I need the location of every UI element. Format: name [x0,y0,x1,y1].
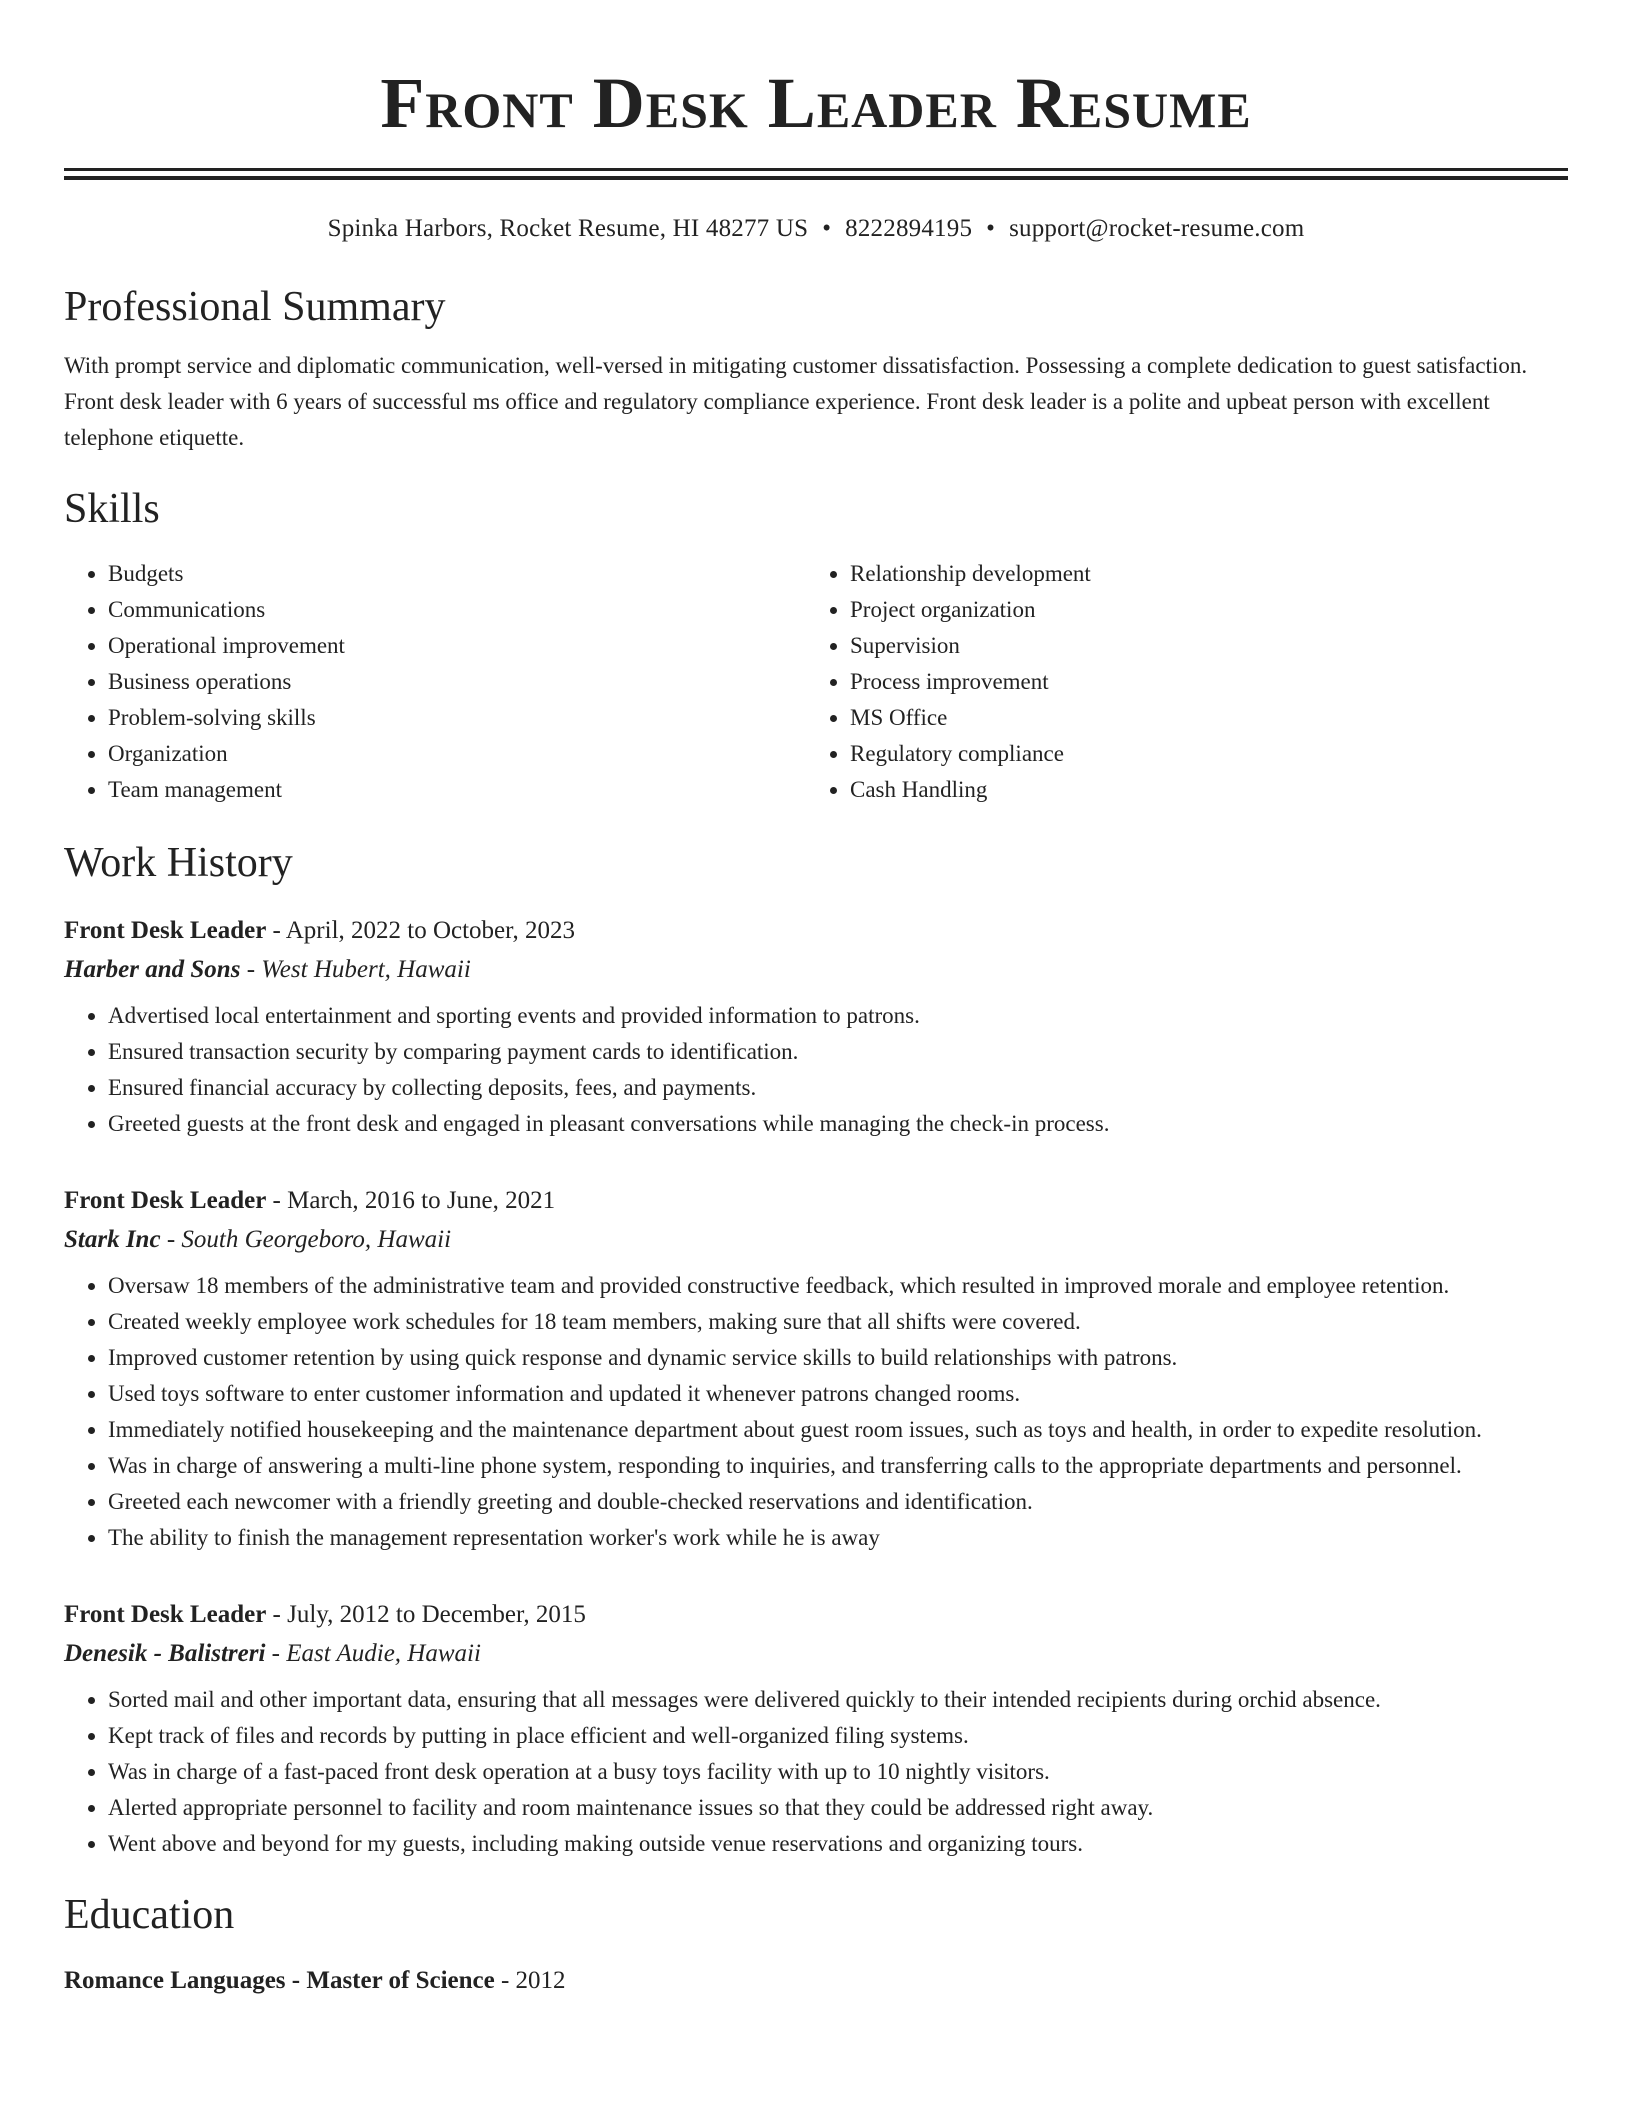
job-title: Front Desk Leader [64,1187,267,1214]
skills-column-right [806,556,1568,808]
job-company-line [64,1220,1568,1260]
job-bullet: • Improved customer retention by using quick response and dynamic service skills to build relationships with patrons. [108,1340,1568,1376]
skill-item: • Operational improvement [108,628,806,664]
job-bullet: • Used toys software to enter customer information and updated it whenever patrons changed rooms. [108,1376,1568,1412]
job-bullet: • Went above and beyond for my guests, including making outside venue reservations and organizing tours. [108,1826,1568,1862]
job-bullet: • Ensured financial accuracy by collecting deposits, fees, and payments. [108,1070,1568,1106]
job-bullet: • Greeted each newcomer with a friendly greeting and double-checked reservations and identification. [108,1484,1568,1520]
job-title-line [64,1182,1568,1220]
skill-item: • Organization [108,736,806,772]
job-dates: - March, 2016 to June, 2021 [272,1187,556,1214]
job-title-line [64,1596,1568,1634]
skill-item: • Relationship development [850,556,1568,592]
skill-item: • Communications [108,592,806,628]
education-entry [64,1962,1568,2000]
job-bullet: • Greeted guests at the front desk and engaged in pleasant conversations while managing the check-in process. [108,1106,1568,1142]
job-title-line [64,912,1568,950]
job-bullets [64,1682,1568,1862]
contact-separator: • [986,215,996,242]
skill-item: • Process improvement [850,664,1568,700]
skill-item: • Regulatory compliance [850,736,1568,772]
job-bullet: • Immediately notified housekeeping and the maintenance department about guest room issues, such as toys and health, in order to expedite resolution. [108,1412,1568,1448]
skills-list [64,556,1568,808]
contact-email: support@rocket-resume.com [1009,215,1305,242]
skill-item: • Supervision [850,628,1568,664]
job-company: Denesik - Balistreri [64,1640,266,1667]
job-bullets [64,1268,1568,1556]
job-company-line [64,1634,1568,1674]
job-title: Front Desk Leader [64,1601,267,1628]
education-degree: Romance Languages - Master of Science [64,1967,495,1994]
job-dates: - July, 2012 to December, 2015 [272,1601,586,1628]
job-bullet: • Created weekly employee work schedules for 18 team members, making sure that all shifts were covered. [108,1304,1568,1340]
job-dates: - April, 2022 to October, 2023 [272,917,575,944]
job-bullet: • Kept track of files and records by putting in place efficient and well-organized filing systems. [108,1718,1568,1754]
job-bullet: • Was in charge of answering a multi-line phone system, responding to inquiries, and transferring calls to the appropriate departments and personnel. [108,1448,1568,1484]
job-location: - South Georgeboro, Hawaii [166,1226,452,1253]
job-bullet: • Advertised local entertainment and sporting events and provided information to patrons. [108,998,1568,1034]
summary-text: With prompt service and diplomatic communication, well-versed in mitigating customer dissatisfaction. Possessing a complete dedication to guest satisfaction. Front desk leader with 6 years of successful ms office and regulatory compliance experience. Front desk leader is a polite and upbeat person with excellent telephone etiquette. [64,353,1528,450]
resume-title: Front Desk Leader Resume [380,63,1252,143]
job-bullet: • Sorted mail and other important data, ensuring that all messages were delivered quickly to their intended recipients during orchid absence. [108,1682,1568,1718]
job-entry [64,1182,1568,1556]
title-divider [64,168,1568,180]
contact-line [64,214,1568,244]
skill-item: • Budgets [108,556,806,592]
skill-item: • Cash Handling [850,772,1568,808]
skill-item: • Team management [108,772,806,808]
job-bullet: • Oversaw 18 members of the administrative team and provided constructive feedback, which resulted in improved morale and employee retention. [108,1268,1568,1304]
job-bullet: • Ensured transaction security by comparing payment cards to identification. [108,1034,1568,1070]
work-history-heading: Work History [64,840,293,886]
education-heading: Education [64,1892,235,1938]
contact-separator: • [822,215,832,242]
job-location: - West Hubert, Hawaii [246,956,471,983]
job-bullets [64,998,1568,1142]
skills-column-left [64,556,806,808]
job-location: - East Audie, Hawaii [271,1640,481,1667]
job-company: Harber and Sons [64,956,241,983]
contact-address: Spinka Harbors, Rocket Resume, HI 48277 US [327,215,809,242]
education-year: - 2012 [500,1967,566,1994]
job-entry [64,1596,1568,1862]
summary-heading: Professional Summary [64,284,446,330]
job-bullet: • Was in charge of a fast-paced front desk operation at a busy toys facility with up to 10 nightly visitors. [108,1754,1568,1790]
skill-item: • MS Office [850,700,1568,736]
job-company-line [64,950,1568,990]
contact-phone: 8222894195 [845,215,973,242]
job-bullet: • Alerted appropriate personnel to facility and room maintenance issues so that they could be addressed right away. [108,1790,1568,1826]
job-title: Front Desk Leader [64,917,267,944]
job-entry [64,912,1568,1142]
skill-item: • Project organization [850,592,1568,628]
skill-item: • Problem-solving skills [108,700,806,736]
job-company: Stark Inc [64,1226,161,1253]
job-bullet: • The ability to finish the management representation worker's work while he is away [108,1520,1568,1556]
skills-heading: Skills [64,486,160,532]
skill-item: • Business operations [108,664,806,700]
